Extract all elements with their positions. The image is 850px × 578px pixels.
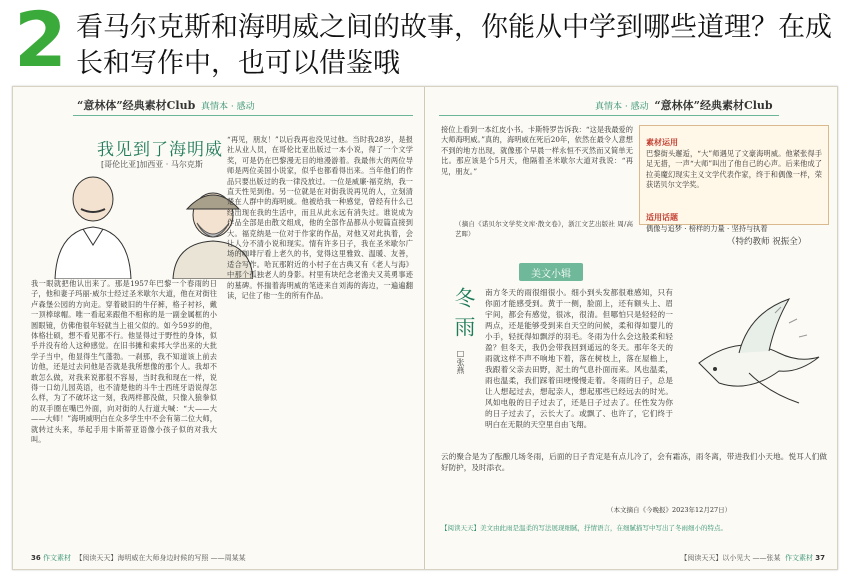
theme-label: 适用话题 [646, 213, 678, 222]
article-source: （摘自《诺贝尔文学奖文库·散文卷》，浙江文艺出版社 周/高艺晖） [455, 220, 633, 239]
question-number: 2 [14, 0, 67, 84]
magazine-brand: “意林体”经典素材Club [77, 99, 196, 112]
magazine-name: 作文素材 [785, 554, 814, 562]
left-page-header [77, 97, 255, 113]
article-author: [哥伦比亚]加西亚 · 马尔克斯 [101, 160, 203, 169]
author-portrait-illustration [33, 171, 253, 279]
article-title: 我见到了海明威 [97, 140, 223, 160]
right-page-header [595, 97, 773, 113]
teacher-credit: （特约教师 祝振全） [727, 237, 807, 247]
magazine-spread [12, 86, 838, 570]
theme-text: 偶像与追梦 · 榜样的力量 · 坚持与执着 [646, 224, 768, 233]
question-text: 看马尔克斯和海明威之间的故事，你能从中学到哪些道理？在成长和写作中，也可以借鉴哦 [76, 12, 832, 79]
material-label: 素材运用 [646, 138, 678, 147]
reading-note: 【阅读天天】美文由此雨是温柔的写法展现细腻，抒情语言，在细腻描写中写出了冬雨细小的特点。 [441, 524, 727, 532]
poem-ending: 云的聚合是为了酝酿几场冬雨，后面的日子肯定是有点儿冷了，会有霜冻，雨冬离，带进我们小天地。悦耳人们做好防护，及时添衣。 [441, 452, 827, 472]
right-page [427, 87, 838, 570]
article-column-2: “再见，朋友！”以后我再也没见过他。当时我28岁，是报社从业人员，在哥伦比亚出版过一本小说，得了一个文学奖，可是仍在巴黎漫无目的地漫游着。我最伟大的两位导师是两位美国小说家，似乎也都看得出来。当年他们的作品只要出版过的我一律没放过。一位是威廉·福克纳，我一直天性见到他。另一位就是在对街我说再见的人，立刻清楚在人群中的海明威。他被给我一种感觉，曾经有什么已经出现在我的生活中，而且从此永远有消失过。谁说成为作品全部是由散文组成，他的全部作品都从小短篇直接到大。福克纳是一位对于作家的作品，对他又对此执着，会让人分不清小说和现实。情有许多日子，我在圣米歇尔广场的咖啡厅看上老久的书，觉得这里雅致、温暖、友善，适合写作。哈瓦那附近的小村子在古典又有《老人与海》中那个孤独老人的身影。村里有块纪念老渔夫又英勇事迹的墓碑。怀揣着海明威的笔迹来自刘海的海边，一遍遍翻读，记住了他一生的所有作品。 [227, 135, 413, 301]
material-text: 巴黎街头邂逅，“大”师遇见了文豪海明威。他紧张得手足无措，一声“大师”叫出了他自己的心声。后来他成了拉美魔幻现实主义文学代表作家，终于和偶像一样，荣获诺贝尔文学奖。 [646, 149, 822, 190]
material-usage-box [639, 125, 829, 233]
footer-note: 【阅读天天】海明威在大师身边时候的写照 ——周某某 [75, 554, 246, 562]
poem-source: （本文摘自《今晚报》2023年12月27日） [607, 506, 732, 514]
left-page [13, 87, 425, 570]
article-column-1: 我一眼就把他认出来了。那是1957年巴黎一个春雨的日子，他和妻子玛丽·威尔士经过圣米歇尔大道，他在对街往卢森堡公园的方向走。穿着破旧的牛仔裤，格子衬衫，戴一顶棒球帽。唯一看起来跟他不相称的是一副金属框的小圆眼镜，仿佛他很年轻就当上祖父似的。如今59岁的他，体格壮硕，想不看见都不行。他显得过于野性的身体，似乎并没有给人这种感觉。在旧书摊和索邦大学出来的大批学子当中，他显得生气蓬勃。一刹那，我不知道该上前去访他，还是过去问他是否就是我所想像的那个人。我却不敢怎么做，对我来说都很不容易，当时我和现在一样，说得一口幼儿园英语，也不清楚他的斗牛士西班牙语说得怎么样，为了不破坏这一刻，我两样都没做，只像入狼拳似的双手圈在嘴巴外面，向对街的人行道大喊：“大——大——大师！”海明威明白在众多学生中不会有第二位大师，就转过头来，举起手用卡斯蒂亚语像小孩子似的对我大叫。 [31, 279, 217, 445]
poem-author: □张燕 [456, 349, 465, 374]
right-page-footer [680, 553, 825, 563]
page-number: 37 [815, 554, 825, 562]
left-page-footer [31, 553, 246, 563]
section-banner: 美文小辑 [519, 263, 583, 281]
section-label: 真情本 · 感动 [201, 102, 255, 112]
poem-body: 南方冬天的雨很细很小。细小到头发都很难感知，只有你面才能感受到。黄于一侧，脸面上，还有额头上、眉宇间，都会有感觉，很冰，很清。但哪怕只是轻轻的一两点，还是能够受到来自天空的问候，柔和得如婴儿的小手，轻抚得如飘浮的羽毛。冬雨为什么会这般柔和轻盈？但冬天，我仍会带我回到遥远的冬天。那年冬天的雨就这样不声不响地下着，落在树枝上，落在屋檐上，我跟着父亲去田野，泥土的气息扑面而来。风也温柔，雨也温柔，我们踩着田埂慢慢走着。冬雨的日子，总是让人想起过去，想起亲人，想起那些已经远去的时光。风如电般的日子过去了，还是日子过去了。任性发为你的日子过去了，云长大了。或飘了、也许了，它们终于明白在无限的天空里自由飞翔。 [485, 288, 673, 429]
section-label: 真情本 · 感动 [595, 102, 649, 112]
article-continuation: 接位上看到一本红皮小书。卡斯特罗告诉我：“这是我最爱的大师海明威。”真的，海明威在死后20年，依然在最令人意想不到的地方出现，就像那个早晨一样永恒不灭然而又简单无比。那应该是个5月天，他隔着圣米歇尔大道对我说：“再见，朋友。” [441, 125, 633, 176]
page-number: 36 [31, 554, 41, 562]
footer-note: 【阅读天天】以小见大 ——张某 [680, 554, 781, 562]
poem-title: 冬雨 [452, 287, 476, 345]
header-rule [73, 115, 413, 116]
magazine-name: 作文素材 [42, 554, 71, 562]
swallow-illustration [679, 293, 829, 413]
magazine-brand: “意林体”经典素材Club [654, 99, 773, 112]
header-rule [439, 115, 779, 116]
